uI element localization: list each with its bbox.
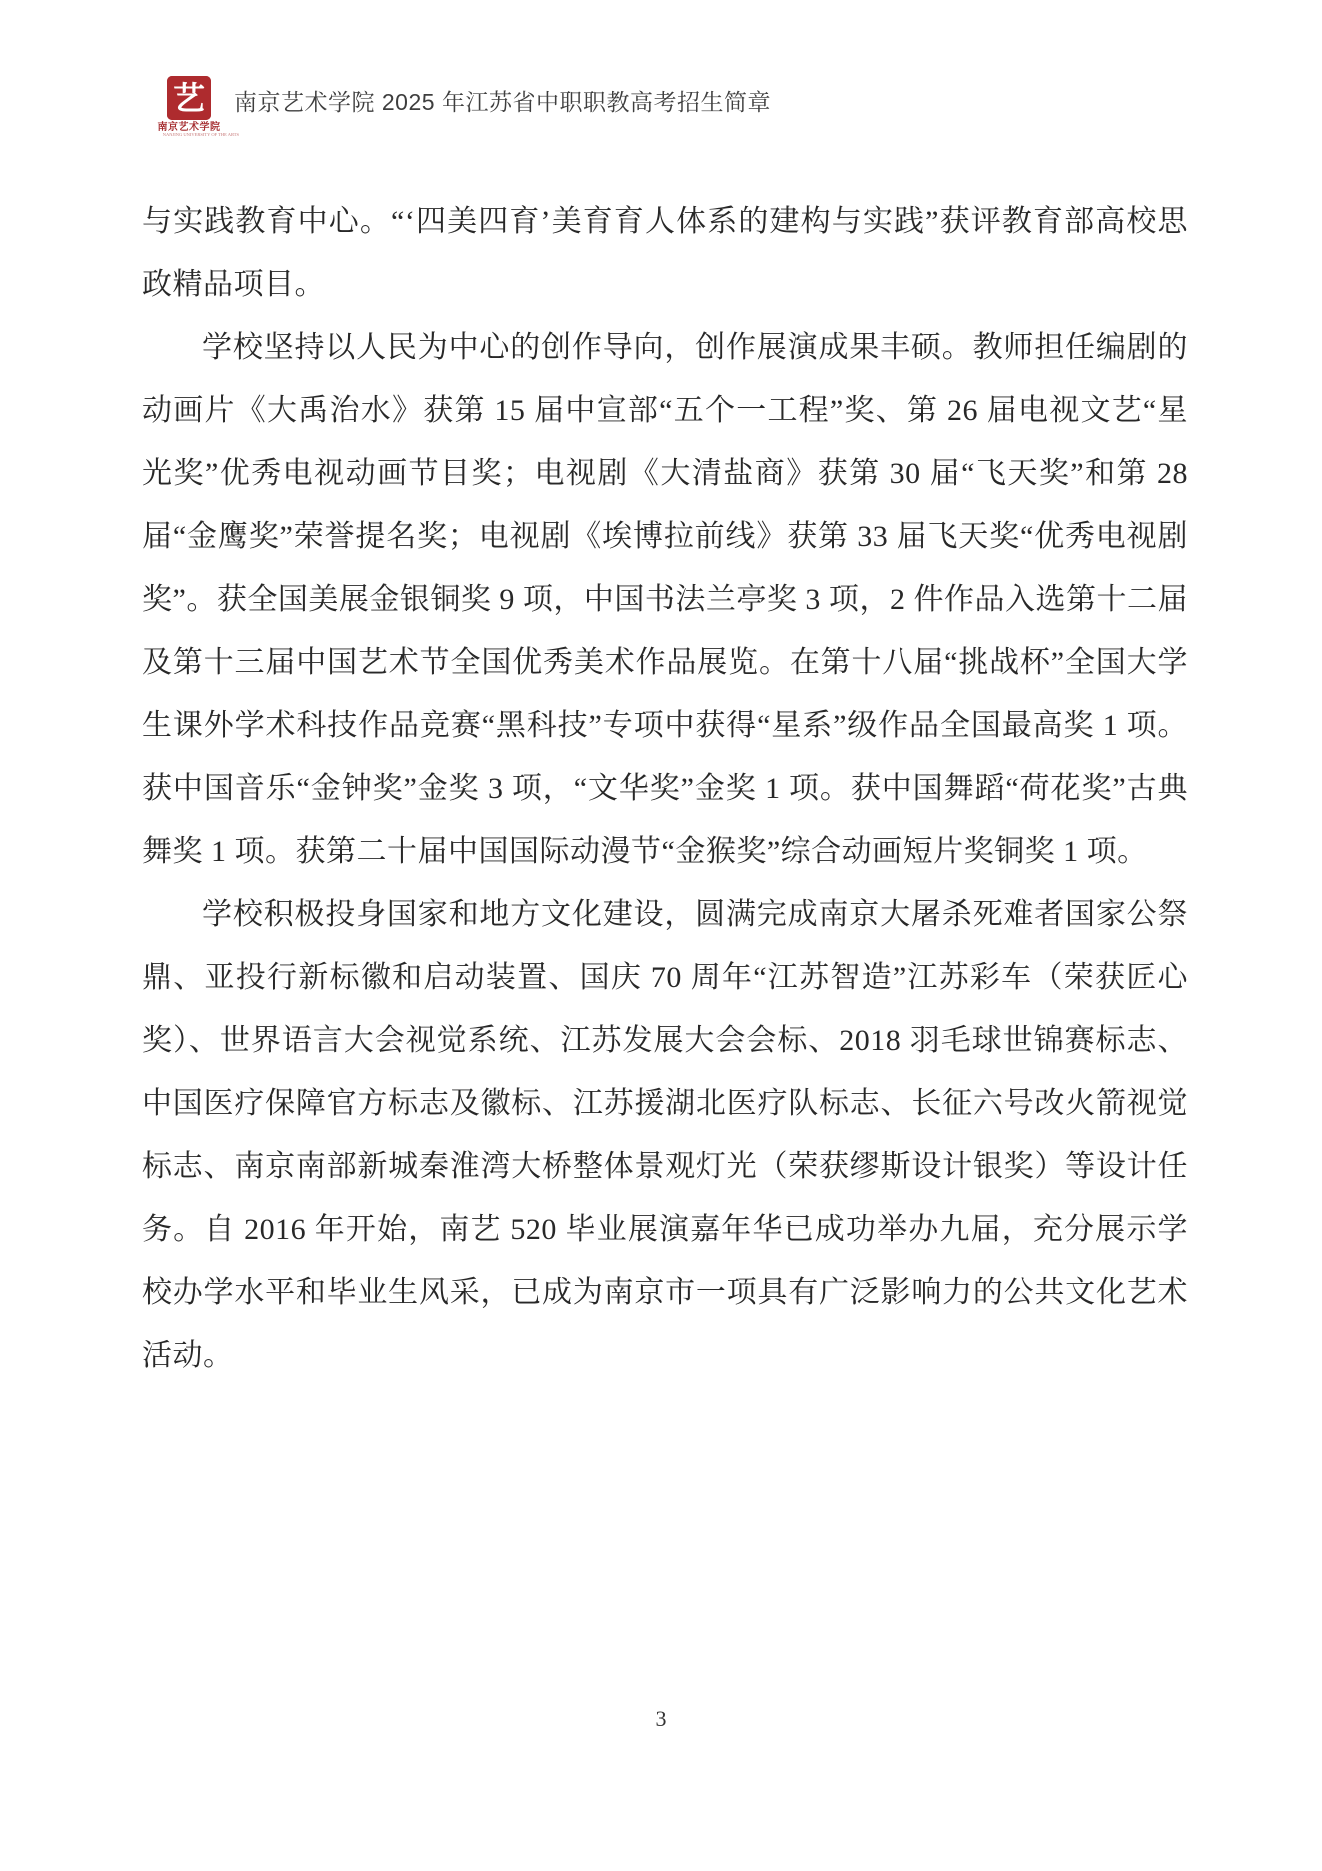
paragraph: 与实践教育中心。“‘四美四育’美育育人体系的建构与实践”获评教育部高校思政精品项目。 <box>142 205 1188 301</box>
university-seal-icon <box>167 76 211 120</box>
paragraph: 学校积极投身国家和地方文化建设，圆满完成南京大屠杀死难者国家公祭鼎、亚投行新标徽和启动装置、国庆 70 周年“江苏智造”江苏彩车（荣获匠心奖）、世界语言大会视觉系统、江苏发展大会会标、2018 羽毛球世锦赛标志、中国医疗保障官方标志及徽标、江苏援湖北医疗队标志、长征六号改火箭视觉标志、南京南部新城秦淮湾大桥整体景观灯光（荣获缪斯设计银奖）等设计任务。自 2016 年开始，南艺 520 毕业展演嘉年华已成功举办九届，充分展示学校办学水平和毕业生风采，已成为南京市一项具有广泛影响力的公共文化艺术活动。 <box>142 898 1188 1372</box>
paragraph: 学校坚持以人民为中心的创作导向，创作展演成果丰硕。教师担任编剧的动画片《大禹治水》获第 15 届中宣部“五个一工程”奖、第 26 届电视文艺“星光奖”优秀电视动画节目奖；电视剧《大清盐商》获第 30 届“飞天奖”和第 28 届“金鹰奖”荣誉提名奖；电视剧《埃博拉前线》获第 33 届飞天奖“优秀电视剧奖”。获全国美展金银铜奖 9 项，中国书法兰亭奖 3 项，2 件作品入选第十二届及第十三届中国艺术节全国优秀美术作品展览。在第十八届“挑战杯”全国大学生课外学术科技作品竞赛“黑科技”专项中获得“星系”级作品全国最高奖 1 项。获中国音乐“金钟奖”金奖 3 项，“文华奖”金奖 1 项。获中国舞蹈“荷花奖”古典舞奖 1 项。获第二十届中国国际动漫节“金猴奖”综合动画短片奖铜奖 1 项。 <box>142 331 1188 868</box>
document-body <box>142 190 1188 1387</box>
logo-caption: 南京艺术学院 <box>157 122 221 133</box>
seal-glyph: 艺 <box>172 80 205 116</box>
logo-subcaption: NANJING UNIVERSITY OF THE ARTS <box>162 133 239 138</box>
page-header <box>154 76 771 139</box>
document-header-title: 南京艺术学院 2025 年江苏省中职职教高考招生简章 <box>234 89 771 115</box>
page-number: 3 <box>655 1706 667 1731</box>
university-logo <box>154 76 239 139</box>
